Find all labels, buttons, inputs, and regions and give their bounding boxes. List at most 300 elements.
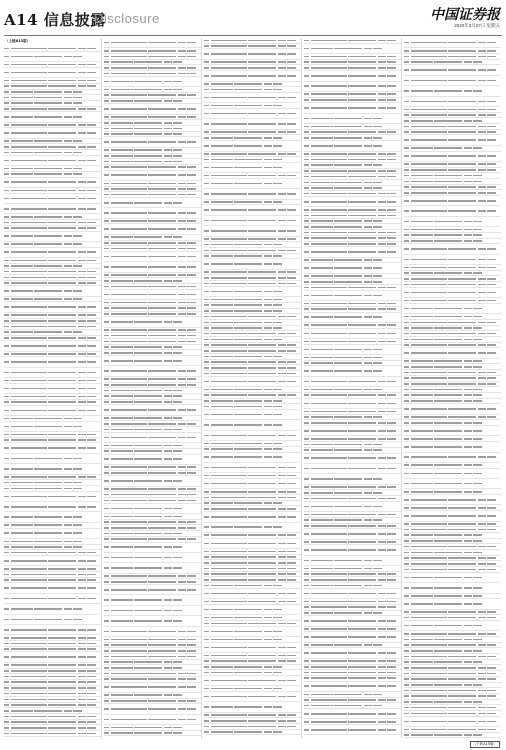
table-cell (48, 320, 76, 322)
table-cell (311, 187, 333, 189)
table-cell (187, 242, 196, 244)
table-cell (304, 585, 309, 587)
table-row (4, 454, 101, 464)
table-cell (487, 644, 496, 646)
table-cell (378, 652, 386, 654)
table-cell (278, 483, 286, 485)
table-cell (211, 688, 233, 690)
table-cell (487, 169, 496, 171)
table-cell (404, 192, 409, 194)
table-cell (411, 422, 433, 424)
table-cell (211, 639, 233, 641)
table-cell (411, 292, 447, 294)
table-cell (404, 661, 409, 663)
table-cell (164, 360, 172, 362)
table-cell (204, 367, 209, 369)
table-cell (211, 183, 233, 185)
table-cell (4, 488, 9, 490)
table-cell (11, 524, 33, 526)
table-cell (211, 585, 233, 587)
table-cell (34, 426, 62, 428)
table-cell (287, 573, 296, 575)
table-cell (111, 395, 133, 397)
table-cell (378, 403, 386, 405)
table-cell (264, 400, 272, 402)
table-cell (464, 603, 472, 605)
table-cell (404, 169, 409, 171)
table-cell (278, 344, 286, 346)
table-cell (311, 215, 347, 217)
table-cell (287, 316, 296, 318)
table-cell (464, 327, 472, 329)
table-row (204, 676, 301, 686)
table-cell (464, 272, 472, 274)
table-cell (204, 250, 209, 252)
table-cell (234, 105, 262, 107)
table-row (4, 529, 101, 539)
table-cell (487, 515, 496, 517)
table-cell (387, 677, 396, 679)
table-cell (4, 608, 9, 610)
table-cell (478, 416, 486, 418)
table-cell (434, 272, 462, 274)
table-cell (11, 664, 47, 666)
table-cell (78, 434, 86, 436)
table-cell (387, 729, 396, 731)
table-row (404, 217, 501, 227)
table-cell (264, 159, 272, 161)
table-cell (473, 234, 482, 236)
table-cell (287, 367, 296, 369)
table-cell (304, 209, 309, 211)
table-cell (111, 329, 147, 331)
table-cell (311, 220, 333, 222)
table-cell (187, 466, 196, 468)
table-cell (248, 568, 276, 570)
table-cell (404, 639, 409, 641)
table-cell (373, 389, 382, 391)
table-cell (348, 498, 376, 500)
table-cell (287, 220, 296, 222)
table-cell (104, 141, 109, 143)
table-cell (4, 629, 9, 631)
table-cell (404, 416, 409, 418)
table-cell (148, 341, 176, 343)
table-cell (373, 492, 382, 494)
table-cell (4, 541, 9, 543)
table-cell (304, 324, 309, 326)
table-row (104, 356, 201, 366)
table-cell (264, 145, 272, 147)
table-cell (4, 637, 9, 639)
table-cell (211, 714, 247, 716)
table-cell (4, 251, 9, 253)
table-cell (404, 587, 409, 589)
table-cell (378, 394, 386, 396)
table-cell (287, 579, 296, 581)
table-cell (234, 201, 262, 203)
table-cell (387, 468, 396, 470)
table-cell (87, 434, 96, 436)
table-row (404, 442, 501, 452)
table-cell (434, 234, 462, 236)
table-cell (104, 346, 109, 348)
table-cell (178, 73, 186, 75)
table-cell (378, 729, 386, 731)
table-cell (204, 406, 209, 408)
table-cell (104, 42, 109, 44)
table-cell (311, 514, 347, 516)
table-cell (348, 721, 376, 723)
table-cell (404, 473, 409, 475)
table-cell (48, 108, 76, 110)
table-cell (404, 175, 409, 177)
table-cell (187, 274, 196, 276)
table-cell (411, 339, 433, 341)
table-cell (304, 287, 309, 289)
table-cell (111, 546, 133, 548)
table-cell (411, 661, 433, 663)
table-cell (311, 422, 347, 424)
table-cell (178, 423, 186, 425)
table-cell (364, 519, 372, 521)
table-row (404, 86, 501, 96)
table-cell (104, 174, 109, 176)
table-cell (164, 667, 172, 669)
table-cell (478, 667, 486, 669)
table-cell (234, 406, 262, 408)
table-cell (487, 569, 496, 571)
table-cell (148, 56, 176, 58)
table-cell (448, 557, 476, 559)
table-cell (187, 378, 196, 380)
table-cell (187, 228, 196, 230)
table-cell (11, 361, 47, 363)
table-cell (178, 527, 186, 529)
table-cell (411, 456, 447, 458)
table-cell (278, 556, 286, 558)
table-cell (148, 183, 176, 185)
table-cell (387, 215, 396, 217)
table-cell (104, 708, 109, 710)
table-cell (4, 160, 9, 162)
table-cell (111, 719, 147, 721)
table-cell (304, 416, 309, 418)
table-cell (178, 335, 186, 337)
table-cell (334, 275, 362, 277)
table-row (304, 502, 401, 512)
table-cell (187, 94, 196, 96)
table-cell (211, 250, 247, 252)
table-cell (111, 700, 147, 702)
table-cell (478, 322, 486, 324)
table-row (404, 288, 501, 298)
table-cell (473, 147, 482, 149)
table-cell (478, 673, 486, 675)
table-cell (304, 40, 309, 42)
table-cell (111, 445, 133, 447)
table-cell (204, 714, 209, 716)
table-cell (204, 508, 209, 510)
table-cell (164, 100, 172, 102)
table-cell (204, 333, 209, 335)
table-cell (287, 131, 296, 133)
table-cell (311, 438, 347, 440)
table-cell (434, 240, 462, 242)
table-cell (248, 209, 276, 211)
table-cell (448, 377, 476, 379)
table-cell (487, 101, 496, 103)
table-cell (104, 341, 109, 343)
table-cell (404, 292, 409, 294)
table-cell (478, 139, 486, 141)
table-row (104, 704, 201, 714)
table-cell (478, 678, 486, 680)
table-row (204, 410, 301, 420)
table-cell (178, 378, 186, 380)
table-cell (378, 636, 386, 638)
table-cell (104, 236, 109, 238)
table-cell (311, 457, 347, 459)
table-cell (111, 650, 147, 652)
table-cell (278, 714, 286, 716)
table-cell (387, 660, 396, 662)
table-cell (373, 275, 382, 277)
table-cell (364, 416, 372, 418)
table-row (304, 329, 401, 339)
table-cell (264, 639, 272, 641)
table-cell (48, 648, 76, 650)
table-cell (473, 90, 482, 92)
table-cell (311, 533, 347, 535)
table-cell (387, 430, 396, 432)
table-cell (404, 389, 409, 391)
table-cell (211, 562, 247, 564)
table-cell (11, 251, 47, 253)
table-cell (464, 684, 472, 686)
table-cell (87, 681, 96, 683)
table-cell (104, 280, 109, 282)
table-cell (204, 593, 209, 595)
table-cell (4, 721, 9, 723)
table-cell (178, 183, 186, 185)
table-cell (278, 660, 286, 662)
table-cell (378, 699, 386, 701)
table-cell (311, 308, 347, 310)
table-cell (204, 201, 209, 203)
table-cell (104, 352, 109, 354)
table-cell (378, 159, 386, 161)
table-cell (48, 388, 76, 390)
table-cell (348, 628, 376, 630)
table-cell (473, 181, 482, 183)
table-cell (487, 377, 496, 379)
table-cell (173, 395, 182, 397)
table-cell (104, 546, 109, 548)
table-cell (11, 140, 33, 142)
table-cell (173, 557, 182, 559)
table-cell (178, 678, 186, 680)
table-cell (111, 727, 133, 729)
table-row (304, 474, 401, 484)
table-cell (87, 643, 96, 645)
table-cell (311, 93, 347, 95)
table-cell (378, 486, 386, 488)
table-cell (311, 226, 333, 228)
table-cell (404, 229, 409, 231)
table-row (404, 583, 501, 593)
table-cell (173, 401, 182, 403)
table-cell (111, 732, 133, 734)
table-cell (234, 400, 262, 402)
table-cell (204, 556, 209, 558)
table-cell (48, 693, 76, 695)
table-cell (234, 244, 262, 246)
table-cell (104, 149, 109, 151)
table-cell (248, 593, 276, 595)
table-cell (311, 478, 333, 480)
table-cell (234, 609, 262, 611)
table-cell (287, 516, 296, 518)
table-cell (204, 731, 209, 733)
table-row (304, 682, 401, 692)
table-cell (464, 394, 472, 396)
table-cell (334, 182, 362, 184)
table-cell (11, 434, 47, 436)
table-cell (278, 220, 286, 222)
table-cell (148, 194, 176, 196)
table-cell (4, 656, 9, 658)
table-row (4, 112, 101, 122)
table-cell (48, 48, 76, 50)
table-row (404, 573, 501, 583)
table-cell (178, 248, 186, 250)
table-row (104, 198, 201, 208)
table-cell (304, 568, 309, 570)
table-cell (34, 619, 62, 621)
table-cell (411, 278, 447, 280)
table-cell (404, 352, 409, 354)
table-cell (304, 362, 309, 364)
table-cell (411, 473, 433, 475)
table-cell (187, 341, 196, 343)
table-cell (473, 446, 482, 448)
table-cell (173, 122, 182, 124)
table-cell (448, 284, 476, 286)
table-cell (378, 628, 386, 630)
table-cell (434, 147, 462, 149)
table-cell (211, 551, 247, 553)
table-cell (278, 543, 286, 545)
table-cell (278, 623, 286, 625)
table-cell (304, 126, 309, 128)
table-cell (4, 198, 9, 200)
table-cell (278, 175, 286, 177)
table-cell (104, 94, 109, 96)
table-cell (78, 72, 86, 74)
table-cell (87, 380, 96, 382)
table-cell (311, 209, 347, 211)
table-cell (211, 167, 233, 169)
table-cell (148, 256, 176, 258)
table-cell (387, 85, 396, 87)
table-cell (111, 183, 147, 185)
table-cell (487, 695, 496, 697)
table-cell (473, 308, 482, 310)
table-cell (111, 220, 147, 222)
table-cell (311, 193, 347, 195)
table-cell (311, 67, 347, 69)
table-cell (411, 625, 433, 627)
table-cell (264, 631, 272, 633)
table-cell (287, 655, 296, 657)
table-cell (411, 175, 433, 177)
table-cell (287, 361, 296, 363)
table-cell (348, 652, 376, 654)
table-cell (111, 236, 133, 238)
table-cell (48, 361, 76, 363)
table-cell (164, 727, 172, 729)
table-cell (248, 579, 276, 581)
table-cell (304, 107, 309, 109)
table-cell (311, 267, 333, 269)
table-cell (304, 394, 309, 396)
table-cell (404, 109, 409, 111)
table-cell (373, 182, 382, 184)
table-cell (311, 468, 347, 470)
table-cell (411, 529, 447, 531)
table-cell (178, 174, 186, 176)
table-cell (373, 349, 382, 351)
table-cell (64, 426, 72, 428)
table-cell (473, 366, 482, 368)
table-row (4, 583, 101, 593)
table-cell (64, 710, 72, 712)
table-cell (11, 418, 33, 420)
table-cell (87, 160, 96, 162)
table-cell (178, 56, 186, 58)
table-cell (487, 690, 496, 692)
table-cell (478, 690, 486, 692)
table-cell (448, 42, 476, 44)
table-cell (87, 401, 96, 403)
table-cell (4, 418, 9, 420)
table-cell (378, 308, 386, 310)
table-cell (78, 579, 86, 581)
table-cell (4, 447, 9, 449)
table-cell (87, 132, 96, 134)
table-cell (278, 601, 286, 603)
table-cell (273, 688, 282, 690)
table-cell (404, 155, 409, 157)
table-cell (348, 93, 376, 95)
table-cell (304, 612, 309, 614)
table-cell (273, 339, 282, 341)
table-cell (64, 290, 72, 292)
table-cell (448, 456, 476, 458)
table-cell (387, 606, 396, 608)
table-cell (273, 666, 282, 668)
table-cell (487, 456, 496, 458)
table-cell (278, 508, 286, 510)
table-cell (11, 290, 33, 292)
table-cell (164, 122, 172, 124)
table-cell (487, 278, 496, 280)
table-cell (4, 598, 9, 600)
table-cell (104, 194, 109, 196)
table-cell (348, 56, 376, 58)
table-cell (487, 155, 496, 157)
